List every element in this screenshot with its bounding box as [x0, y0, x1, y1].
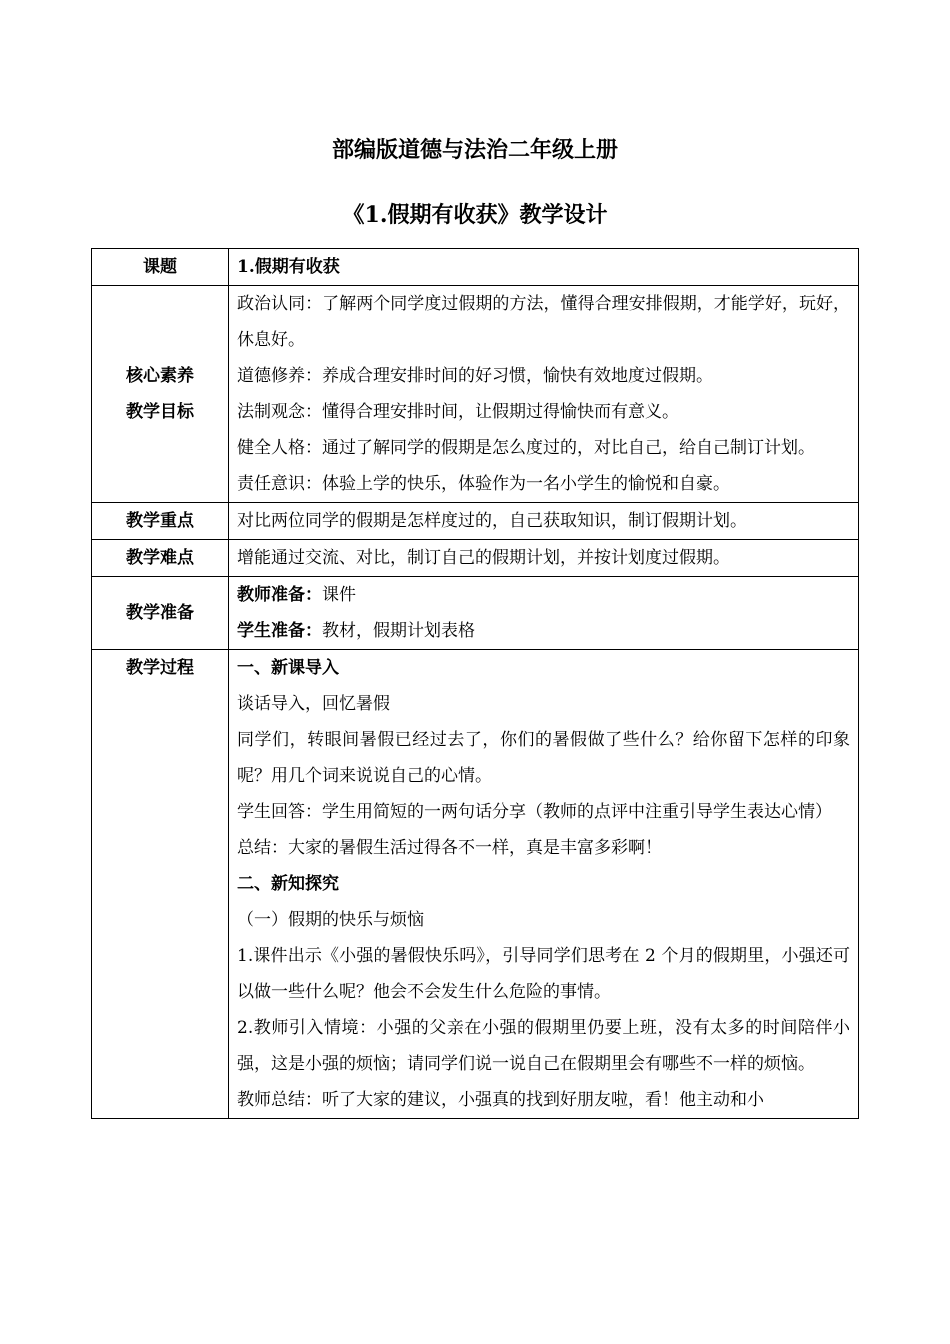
value-difficulty: 增能通过交流、对比，制订自己的假期计划，并按计划度过假期。: [229, 540, 859, 577]
value-prep: [229, 577, 859, 650]
document-subtitle: 《1.假期有收获》教学设计: [342, 202, 608, 228]
core-item: 健全人格：通过了解同学的假期是怎么度过的，对比自己，给自己制订计划。: [237, 438, 815, 458]
process-paragraph: 总结：大家的暑假生活过得各不一样，真是丰富多彩啊！: [237, 838, 662, 858]
process-heading-2: 二、新知探究: [237, 874, 339, 894]
prep-teacher: [237, 577, 850, 613]
core-item: 政治认同：了解两个同学度过假期的方法，懂得合理安排假期，才能学好，玩好，休息好。: [237, 294, 850, 350]
table-row-topic: [92, 249, 859, 286]
label-prep: 教学准备: [92, 577, 229, 650]
core-item: 道德修养：养成合理安排时间的好习惯，愉快有效地度过假期。: [237, 366, 713, 386]
value-core: [229, 286, 859, 503]
document-title: 部编版道德与法治二年级上册: [331, 137, 618, 163]
label-core: [92, 286, 229, 503]
core-item: 责任意识：体验上学的快乐，体验作为一名小学生的愉悦和自豪。: [237, 474, 730, 494]
value-topic: 1.假期有收获: [229, 249, 859, 286]
prep-student: [237, 613, 850, 649]
process-paragraph: 2.教师引入情境：小强的父亲在小强的假期里仍要上班，没有太多的时间陪伴小强，这是小强的烦恼；请同学们说一说自己在假期里会有哪些不一样的烦恼。: [237, 1018, 850, 1074]
table-row-core: [92, 286, 859, 503]
label-core-line1: 核心素养: [126, 366, 194, 386]
value-process: [229, 650, 859, 1119]
process-paragraph: 同学们，转眼间暑假已经过去了，你们的暑假做了些什么？给你留下怎样的印象呢？用几个词来说说自己的心情。: [237, 730, 850, 786]
label-focus: 教学重点: [92, 503, 229, 540]
process-heading-1: 一、新课导入: [237, 658, 339, 678]
prep-teacher-value: 课件: [322, 585, 356, 605]
lesson-plan-table: [91, 248, 859, 1119]
label-process: 教学过程: [92, 650, 229, 1119]
table-row-focus: [92, 503, 859, 540]
label-difficulty: 教学难点: [92, 540, 229, 577]
table-row-prep: [92, 577, 859, 650]
value-focus: 对比两位同学的假期是怎样度过的，自己获取知识，制订假期计划。: [229, 503, 859, 540]
prep-student-label: 学生准备：: [237, 621, 322, 641]
core-item: 法制观念：懂得合理安排时间，让假期过得愉快而有意义。: [237, 402, 679, 422]
prep-teacher-label: 教师准备：: [237, 585, 322, 605]
process-paragraph: 1.课件出示《小强的暑假快乐吗》，引导同学们思考在 2 个月的假期里，小强还可以做一些什么呢？他会不会发生什么危险的事情。: [237, 946, 850, 1002]
label-topic: 课题: [92, 249, 229, 286]
label-core-line2: 教学目标: [126, 402, 194, 422]
table-row-process: [92, 650, 859, 1119]
process-paragraph: 学生回答：学生用简短的一两句话分享（教师的点评中注重引导学生表达心情）: [237, 802, 832, 822]
process-paragraph: （一）假期的快乐与烦恼: [237, 910, 424, 930]
table-row-difficulty: [92, 540, 859, 577]
process-paragraph: 教师总结：听了大家的建议，小强真的找到好朋友啦，看！他主动和小: [237, 1090, 764, 1110]
process-paragraph: 谈话导入，回忆暑假: [237, 694, 390, 714]
prep-student-value: 教材，假期计划表格: [322, 621, 475, 641]
